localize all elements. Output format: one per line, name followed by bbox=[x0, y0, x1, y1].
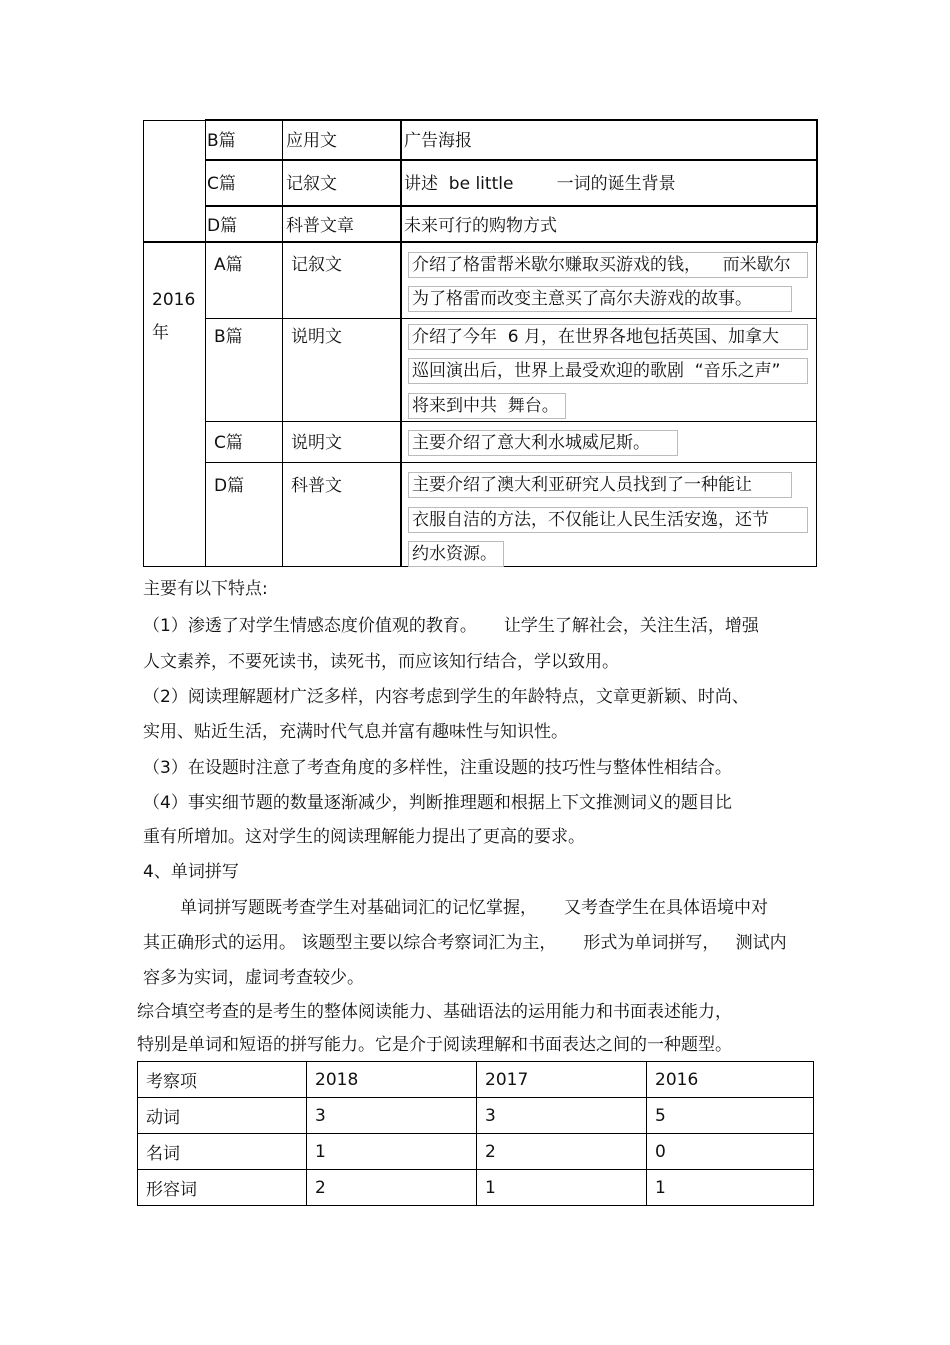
cell: 2 bbox=[477, 1134, 647, 1170]
section-4-para2-line1: 综合填空考查的是考生的整体阅读能力、基础语法的运用能力和书面表述能力， bbox=[137, 1002, 732, 1022]
row-2016-b-desc-line2: 巡回演出后，世界上最受欢迎的歌剧 “音乐之声” bbox=[408, 358, 808, 384]
cell: 1 bbox=[477, 1170, 647, 1206]
row-2016-a-desc-line1: 介绍了格雷帮米歇尔赚取买游戏的钱， 而米歇尔 bbox=[408, 252, 808, 278]
section-4-heading: 4、单词拼写 bbox=[143, 862, 239, 882]
feature-4-line1: （4）事实细节题的数量逐渐减少，判断推理题和根据上下文推测词义的题目比 bbox=[143, 793, 732, 813]
feature-1-line2: 人文素养，不要死读书，读死书，而应该知行结合，学以致用。 bbox=[143, 652, 619, 672]
word-type-table bbox=[137, 1061, 814, 1206]
year-2016: 2016 bbox=[152, 290, 196, 310]
row-c-desc: 讲述 be little 一词的诞生背景 bbox=[404, 174, 676, 194]
table-row bbox=[138, 1134, 814, 1170]
cell: 形容词 bbox=[138, 1170, 307, 1206]
cell: 名词 bbox=[138, 1134, 307, 1170]
features-heading: 主要有以下特点: bbox=[143, 579, 268, 599]
row-2016-b-desc-line1: 介绍了今年 6 月，在世界各地包括英国、加拿大 bbox=[408, 324, 808, 350]
section-4-para1-line3: 容多为实词，虚词考查较少。 bbox=[143, 968, 364, 988]
header-2017: 2017 bbox=[477, 1062, 647, 1098]
feature-2-line2: 实用、贴近生活，充满时代气息并富有趣味性与知识性。 bbox=[143, 722, 568, 742]
row-2016-c-desc: 主要介绍了意大利水城威尼斯。 bbox=[408, 430, 678, 456]
header-item: 考察项 bbox=[138, 1062, 307, 1098]
feature-2-line1: （2）阅读理解题材广泛多样，内容考虑到学生的年龄特点，文章更新颖、时尚、 bbox=[143, 687, 749, 707]
row-2016-d-desc-line3: 约水资源。 bbox=[408, 541, 504, 567]
table-header-row bbox=[138, 1062, 814, 1098]
feature-1-line1: （1）渗透了对学生情感态度价值观的教育。 让学生了解社会，关注生活，增强 bbox=[143, 616, 759, 636]
row-d-desc: 未来可行的购物方式 bbox=[404, 216, 557, 236]
row-2016-a-type: 记叙文 bbox=[291, 255, 342, 275]
section-4-para2-line2: 特别是单词和短语的拼写能力。它是介于阅读理解和书面表达之间的一种题型。 bbox=[137, 1035, 732, 1055]
row-2016-a-label: A篇 bbox=[214, 255, 243, 275]
header-2016: 2016 bbox=[647, 1062, 814, 1098]
row-2016-a-desc-line2: 为了格雷而改变主意买了高尔夫游戏的故事。 bbox=[408, 286, 792, 312]
row-d-type: 科普文章 bbox=[286, 216, 354, 236]
row-2016-b-type: 说明文 bbox=[291, 327, 342, 347]
cell: 0 bbox=[647, 1134, 814, 1170]
row-2016-d-type: 科普文 bbox=[291, 476, 342, 496]
row-b-type: 应用文 bbox=[286, 131, 337, 151]
row-2016-b-desc-line3: 将来到中共 舞台。 bbox=[408, 393, 566, 419]
cell: 3 bbox=[307, 1098, 477, 1134]
table-row bbox=[138, 1170, 814, 1206]
cell: 5 bbox=[647, 1098, 814, 1134]
row-d-label: D篇 bbox=[207, 216, 238, 236]
year-suffix: 年 bbox=[152, 323, 169, 343]
table-row bbox=[138, 1098, 814, 1134]
row-b-label: B篇 bbox=[207, 131, 236, 151]
feature-3-line1: （3）在设题时注意了考查角度的多样性，注重设题的技巧性与整体性相结合。 bbox=[143, 758, 732, 778]
header-2018: 2018 bbox=[307, 1062, 477, 1098]
section-4-para1-line2: 其正确形式的运用。 该题型主要以综合考察词汇为主， 形式为单词拼写， 测试内 bbox=[143, 933, 787, 953]
cell: 动词 bbox=[138, 1098, 307, 1134]
row-2016-d-desc-line1: 主要介绍了澳大利亚研究人员找到了一种能让 bbox=[408, 472, 792, 498]
cell: 1 bbox=[647, 1170, 814, 1206]
cell: 1 bbox=[307, 1134, 477, 1170]
row-b-desc: 广告海报 bbox=[404, 131, 472, 151]
cell: 2 bbox=[307, 1170, 477, 1206]
row-c-type: 记叙文 bbox=[286, 174, 337, 194]
row-c-label: C篇 bbox=[207, 174, 236, 194]
row-2016-c-label: C篇 bbox=[214, 433, 243, 453]
row-2016-b-label: B篇 bbox=[214, 327, 243, 347]
row-2016-d-label: D篇 bbox=[214, 476, 245, 496]
cell: 3 bbox=[477, 1098, 647, 1134]
row-2016-c-type: 说明文 bbox=[291, 433, 342, 453]
feature-4-line2: 重有所增加。这对学生的阅读理解能力提出了更高的要求。 bbox=[143, 827, 585, 847]
row-2016-d-desc-line2: 衣服自洁的方法，不仅能让人民生活安逸，还节 bbox=[408, 507, 808, 533]
section-4-para1-line1: 单词拼写题既考查学生对基础词汇的记忆掌握， 又考查学生在具体语境中对 bbox=[180, 898, 769, 918]
